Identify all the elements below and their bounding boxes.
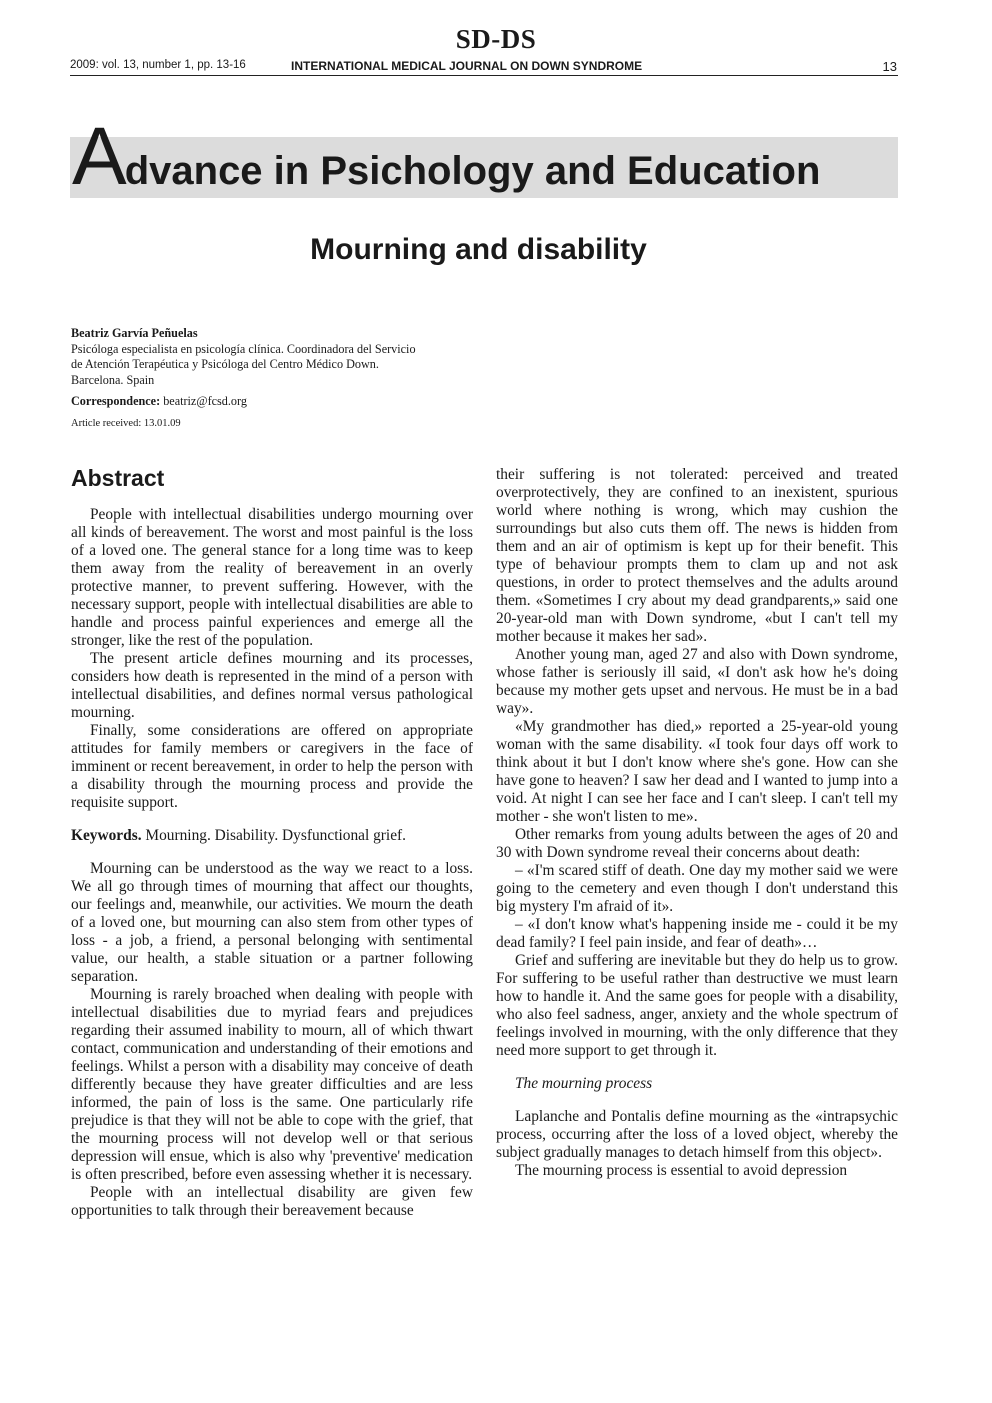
author-name: Beatriz Garvía Peñuelas [71, 326, 198, 340]
received-date: Article received: 13.01.09 [71, 417, 181, 429]
header-rule [70, 75, 898, 76]
body-paragraph: Laplanche and Pontalis define mourning as the «intrapsychic process, occurring after the loss of a loved object, whereby the subject gradually manages to detach himself from this object». [496, 1108, 898, 1161]
body-paragraph: Other remarks from young adults between the ages of 20 and 30 with Down syndrome reveal their concerns about death: [496, 826, 898, 861]
body-paragraph: Grief and suffering are inevitable but they do help us to grow. For suffering to be useful rather than destructive we must learn how to handle it. And the same goes for people with a disability, who also feel sadness, anger, anxiety and the whole spectrum of feelings involved in mourning, with the only difference that they need more support to get through it. [496, 952, 898, 1059]
body-paragraph: Another young man, aged 27 and also with Down syndrome, whose father is seriously ill said, «I don't ask how he's doing because my mother gets upset and nervous. He must be in a bad way». [496, 646, 898, 717]
body-paragraph: «My grandmother has died,» reported a 25-year-old young woman with the same disability. «I took four days off work to think about it but I don't know where she's gone. How can she have gone to heaven? I saw her dead and I wanted to jump into a void. At night I can see her face and I can't sleep. I can't tell my mother - she won't listen to me». [496, 718, 898, 825]
correspondence-email[interactable]: beatriz@fcsd.org [160, 394, 247, 408]
quote-paragraph: – «I'm scared stiff of death. One day my mother said we were going to the cemetery and even though I don't understand this big mystery I'm afraid of it». [496, 862, 898, 915]
abstract-heading: Abstract [71, 465, 165, 491]
section-title-rest: dvance in Psichology and Education [124, 149, 821, 193]
author-affiliation: Psicóloga especialista en psicología clínica. Coordinadora del Servicio de Atención Terapéutica y Psicóloga del Centro Médico Down. Barcelona. Spain [71, 341, 416, 387]
body-paragraph: Mourning is rarely broached when dealing with people with intellectual disabilities due to myriad fears and prejudices regarding their assumed inability to mourn, all of which thwart contact, communication and understanding of their emotions and feelings. Whilst a person with a disability may conceive of death differently because they have greater difficulties and are less informed, the pain of loss is the same. One particularly rife prejudice is that they will not be able to cope with the grief, that the mourning process will not develop well or that serious depression will ensue, which is also why 'preventive' medication is often prescribed, before even assessing whether it is necessary. [71, 986, 473, 1183]
keywords-label: Keywords. [71, 827, 142, 844]
body-paragraph: their suffering is not tolerated: perceived and treated overprotectively, they are confined to an inexistent, spurious world where nothing is wrong, which may cushion the surroundings but also cuts them off. The news is hidden from them and an air of optimism is kept up for their benefit. This type of behaviour prompts them to clam up and not ask questions, in order to protect themselves and the adults around them. «Sometimes I cry about my dead grandparents,» said one 20-year-old man with Down syndrome, «but I can't tell my mother because it makes her sad». [496, 466, 898, 645]
section-initial: A [72, 111, 125, 202]
body-paragraph: The mourning process is essential to avoid depression [515, 1162, 848, 1179]
correspondence [71, 394, 491, 410]
section-title [72, 111, 821, 202]
body-paragraph: Mourning can be understood as the way we react to a loss. We all go through times of mourning that affect our thoughts, our feelings and, meanwhile, our activities. We mourn the death of a loved one, but mourning can also stem from other types of loss - a job, a friend, a personal belonging with sentimental value, our health, a stable situation or a partner following separation. [71, 860, 473, 985]
abstract-paragraph: Finally, some considerations are offered on appropriate attitudes for family members or caregivers in the face of imminent or recent bereavement, in order to help the person with a disability through the mourning process and provide the requisite support. [71, 722, 473, 811]
page-number: 13 [882, 59, 897, 74]
keywords-list: Mourning. Disability. Dysfunctional grief. [141, 827, 406, 844]
correspondence-label: Correspondence: [71, 394, 161, 408]
body-paragraph: People with an intellectual disability are given few opportunities to talk through their bereavement because [71, 1184, 473, 1219]
quote-paragraph: – «I don't know what's happening inside me - could it be my dead family? I feel pain inside, and fear of death»… [496, 916, 898, 951]
article-title: Mourning and disability [310, 233, 647, 266]
right-column [496, 466, 898, 1180]
abstract-paragraph: The present article defines mourning and its processes, considers how death is represented in the mind of a person with intellectual disabilities, and defines normal versus pathological mourning. [71, 650, 473, 721]
journal-full-title: INTERNATIONAL MEDICAL JOURNAL ON DOWN SYNDROME [291, 59, 643, 73]
abstract-paragraph: People with intellectual disabilities undergo mourning over all kinds of bereavement. The worst and most painful is the loss of a loved one. The general stance for a long time was to keep them away from the reality of bereavement in an overly protective manner, to prevent suffering. However, with the necessary support, people with intellectual disabilities are able to handle and process painful experiences and emerge all the stronger, like the rest of the population. [71, 506, 473, 649]
citation: 2009: vol. 13, number 1, pp. 13-16 [70, 59, 246, 71]
subsection-heading: The mourning process [515, 1075, 653, 1092]
left-column [71, 465, 473, 1220]
journal-short-title: SD-DS [455, 24, 537, 54]
article-meta [71, 326, 491, 431]
keywords [71, 827, 473, 845]
